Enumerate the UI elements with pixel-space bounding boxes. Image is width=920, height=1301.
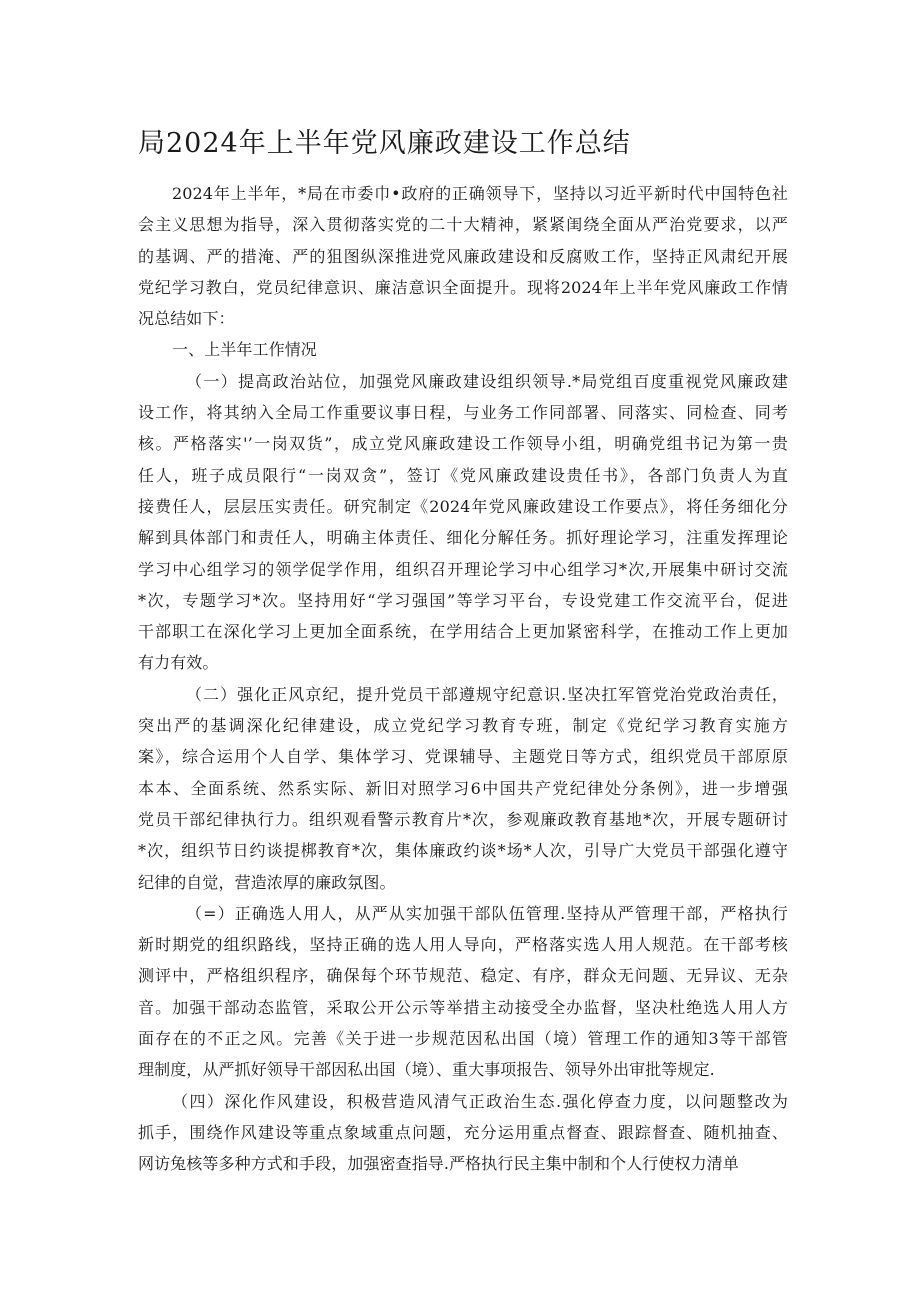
paragraph-line: 任人，班子成员限行“一岗双贪”，签订《党风廉政建设贵任书》，各部门负责人为直 [138, 465, 788, 485]
paragraph [138, 898, 788, 1086]
paragraph-line: 音。加强干部动态监管，采取公开公示等举措主动接受全办监督，坚决杜绝选人用人方 [138, 997, 788, 1017]
paragraph [138, 679, 788, 898]
paragraph-line: （一）提高政治站位，加强党风廉政建设组织领导.*局党组百度重视党风廉政建 [186, 371, 788, 391]
paragraph-line: 会主义思想为指导，深入贯彻落实党的二十大精神，紧紧闺绕全面从严治党要求，以严 [138, 215, 788, 235]
paragraph-line: 理制度，从严抓好领导干部因私出国（境）、重大事项报告、领导外出审批等规定. [138, 1060, 715, 1080]
paragraph-line: 设工作，将其纳入全局工作重要议事日程，与业务工作同部署、同落实、同检查、同考 [138, 403, 788, 423]
paragraph-line: 有力有效。 [138, 653, 219, 673]
paragraph-line: 学习中心组学习的领学促学作用，组织召开理论学习中心组学习*次,开展集中研讨交流 [138, 559, 788, 579]
paragraph-line: *次，组织节日约谈提梆教育*次，集体廉政约谈*场*人次，引导广大党员干部强化遵守 [138, 841, 788, 861]
paragraph [138, 1086, 788, 1180]
paragraph-line: （四）深化作风建设，积极营造风清气正政治生态.强化停查力度，以问题整改为 [172, 1091, 788, 1111]
paragraph-line: 网访兔核等多种方式和手段，加强密查指导.严格执行民主集中制和个人行使权力清单 [138, 1154, 739, 1174]
paragraph-line: 抓手，围绕作风建设等重点象域重点问题，充分运用重点督查、跟踪督查、随机抽查、 [138, 1122, 788, 1142]
paragraph-line: 接费任人，层层压实责任。研究制定《2024年党风廉政建设工作要点》，将任务细化分 [138, 496, 788, 516]
paragraph-line: 2024年上半年，*局在市委巾•政府的正确领导下，坚持以习近平新时代中国特色社 [172, 184, 788, 203]
paragraph [138, 366, 788, 679]
paragraph-line: 案》，综合运用个人自学、集体学习、党课辅导、主题党日等方式，组织党员干部原原 [138, 747, 788, 767]
paragraph-line: 解到具体部门和责任人，明确主体责任、细化分解任务。抓好理论学习，注重发挥理论 [138, 528, 788, 548]
paragraph-line: 本本、全面系统、然系实际、新旧对照学习6中国共产党纪律处分条例》，进一步增强 [138, 778, 788, 798]
paragraph-line: 突出严的基调深化纪律建设，成立党纪学习教育专班，制定《党纪学习教育实施方 [138, 716, 788, 736]
paragraph-line: *次，专题学习*次。坚持用好“学习强国”等学习平台，专设党建工作交流平台，促进 [138, 590, 788, 610]
paragraph [138, 334, 788, 365]
document-title: 局2024年上半年党风廉政建设工作总结 [138, 128, 631, 159]
paragraph-line: 党员干部纪律执行力。组织观看警示教育片*次，参观廉政教育基地*次，开展专题研讨 [138, 809, 788, 829]
paragraph-line: 干部职工在深化学习上更加全面系统，在学用结合上更加紧密科学，在推动工作上更加 [138, 622, 788, 642]
paragraph-line: 新时期党的组织路线，坚持正确的选人用人导向，严格落实选人用人规范。在干部考核 [138, 935, 788, 955]
paragraph-line: 测评中，严格组织程序，确保每个环节规范、稳定、有序，群众无问题、无异议、无杂 [138, 966, 788, 986]
paragraph-line: （=）正确选人用人，从严从实加强干部队伍管理.坚持从严管理干部，严格执行 [186, 903, 788, 923]
paragraph-line: 面存在的不正之风。完善《关于进一步规范因私出国（境）管理工作的通知3等干部管 [138, 1029, 788, 1049]
paragraph-line: 纪律的自觉，营造浓厚的廉政氛图。 [138, 872, 396, 892]
paragraph-line: 况总结如下： [138, 309, 235, 329]
paragraph-line: 一、上半年工作情况 [172, 340, 317, 360]
paragraph-line: 党纪学习教白，党员纪律意识、廉洁意识全面提升。现将2024年上半年党风廉政工作情 [138, 277, 788, 297]
paragraph-line: 核。严格落实'’一岗双货”，成立党风廉政建设工作领导小组，明确党组书记为第一贵 [138, 434, 788, 454]
document-body [138, 178, 788, 1180]
paragraph [138, 178, 788, 334]
paragraph-line: 的基调、严的措淹、严的狙图纵深推进党风廉政建设和反腐败工作，坚持正风肃纪开展 [138, 246, 788, 266]
paragraph-line: （二）强化正风京纪，提升党员干部遵规守纪意识.坚决扛军管党治党政治责任， [186, 684, 788, 704]
